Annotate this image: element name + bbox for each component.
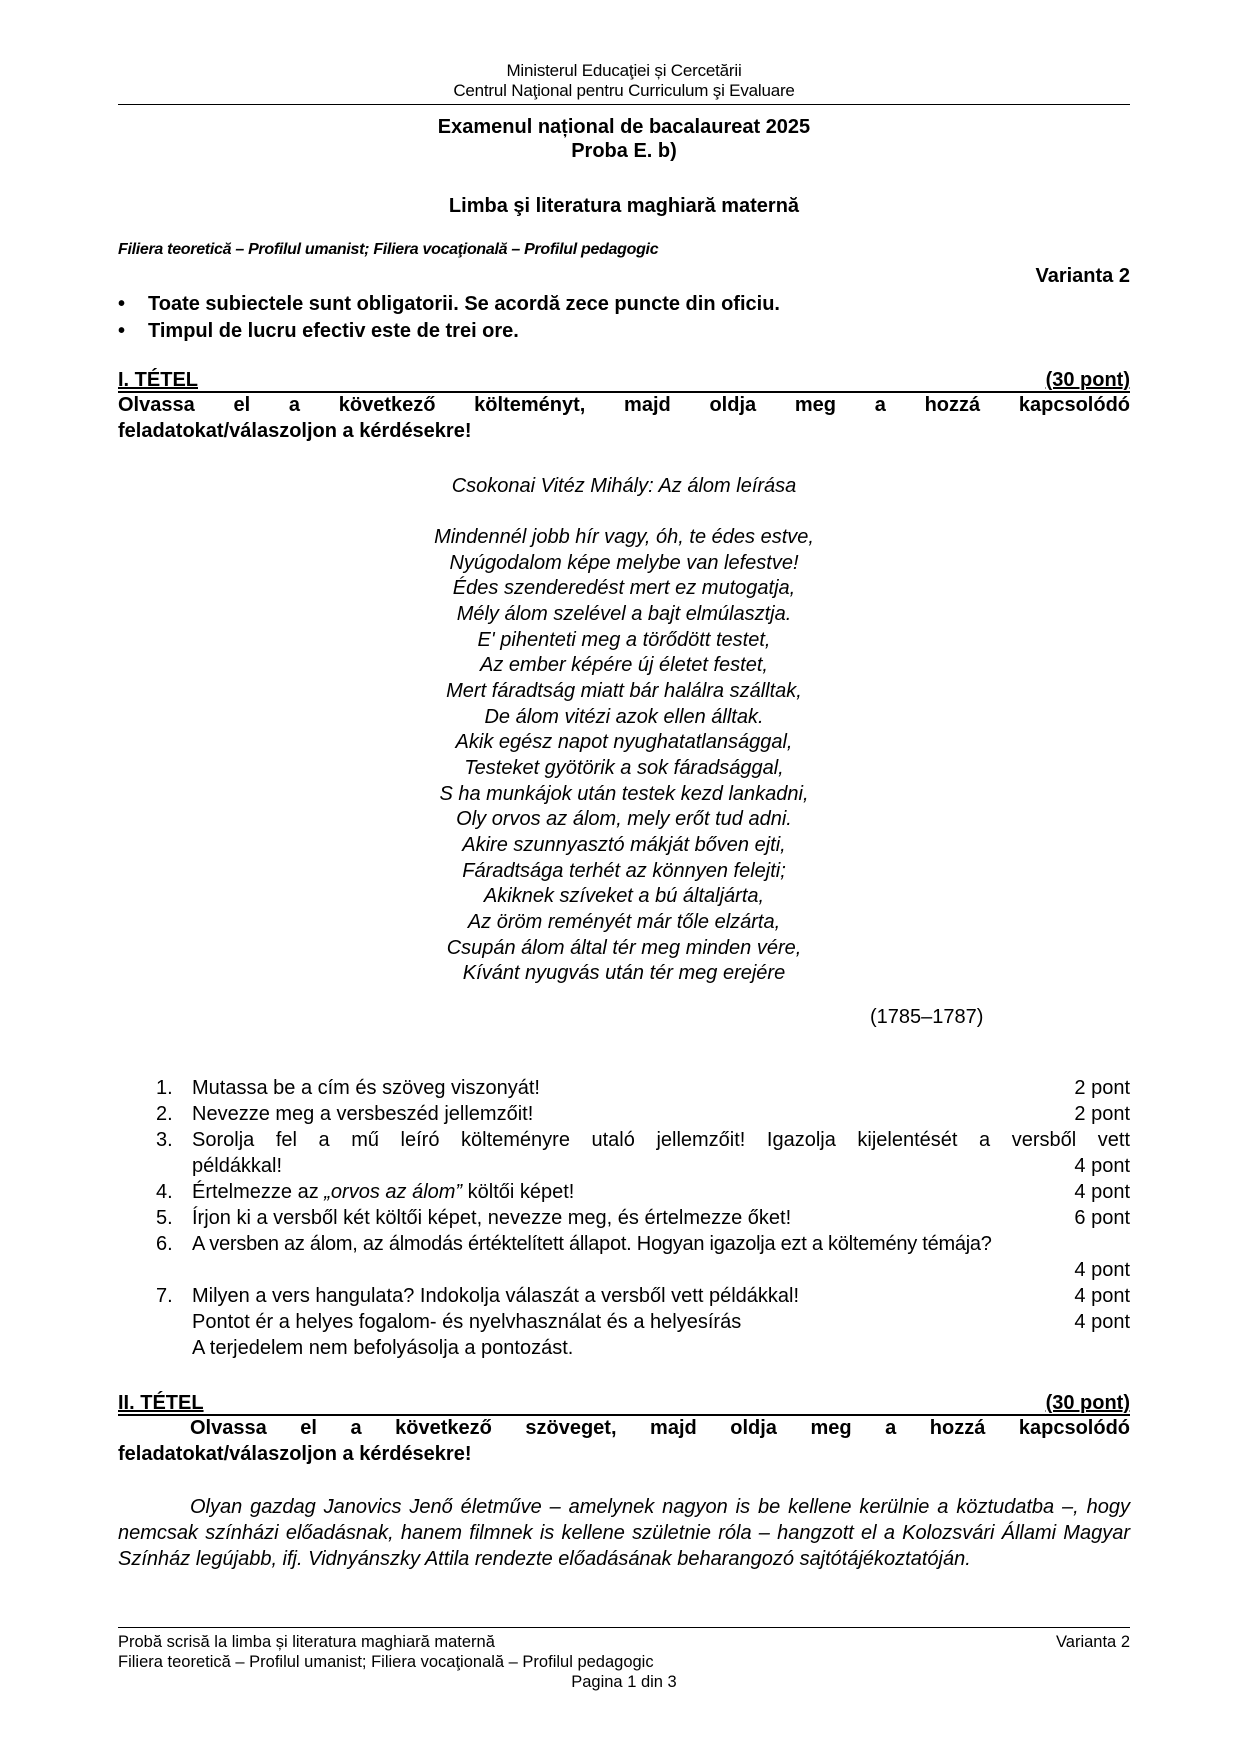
task-item [156,1075,1130,1101]
poem-line: Nyúgodalom képe melybe van lefestve! [449,551,799,574]
language-note: Pontot ér a helyes fogalom- és nyelvhasználat és a helyesírás 4 pont [192,1311,1130,1333]
poem-line: Fáradtsága terhét az könnyen felejti; [462,859,786,882]
task-points: 6 pont [1074,1207,1130,1229]
section-1-title: I. TÉTEL [118,369,198,391]
task-number: 6. [156,1233,173,1255]
poem-line: Mély álom szelével a bajt elmúlasztja. [456,602,792,625]
poem-line: Az öröm reményét már tőle elzárta, [467,910,781,933]
task-points: 4 pont [1074,1155,1130,1177]
ministry-name: Ministerul Educaţiei și Cercetării [506,61,742,80]
footer-varianta: Varianta 2 [1056,1633,1130,1651]
bullet-icon: • [118,320,126,342]
language-note-points: 4 pont [1074,1311,1130,1333]
poem-date: (1785–1787) [870,1006,984,1028]
task-number: 2. [156,1103,173,1125]
task-item [156,1179,1130,1205]
task-points: 4 pont [1074,1285,1130,1307]
task-text: Értelmezze az „orvos az álom” költői képet! [192,1181,575,1203]
page-number: Pagina 1 din 3 [571,1673,677,1691]
task-number: 1. [156,1077,173,1099]
task-item [156,1205,1130,1231]
varianta-label: Varianta 2 [1035,265,1130,287]
task-text-continued: példákkal! [192,1155,283,1177]
poem-line: Akiknek szíveket a bú általjárta, [483,885,765,908]
subject-title: Limba şi literatura maghiară maternă [448,195,800,217]
footer-filiera: Filiera teoretică – Profilul umanist; Filiera vocaţională – Profilul pedagogic [118,1653,654,1671]
exam-title [118,115,1130,163]
poem-line: Mindennél jobb hír vagy, óh, te édes estve, [434,526,814,548]
poem-line: Oly orvos az álom, mely erőt tud adni. [456,808,792,831]
task-text: Írjon ki a versből két költői képet, nevezze meg, és értelmezze őket! [192,1207,792,1229]
task-points: 2 pont [1074,1077,1130,1099]
instruction-item: • Timpul de lucru efectiv este de trei ore. [118,318,780,345]
task-number: 4. [156,1181,173,1203]
task-text: A versben az álom, az álmodás értéktelített állapot. Hogyan igazolja ezt a költemény témája? [192,1233,992,1255]
header-divider [118,104,1130,105]
instruction-item: • Toate subiectele sunt obligatorii. Se acordă zece puncte din oficiu. [118,291,780,318]
poem-line: Akik egész napot nyughatatlansággal, [455,731,793,754]
proba-label: Proba E. b) [571,140,677,162]
filiera-line: Filiera teoretică – Profilul umanist; Filiera vocaţională – Profilul pedagogic [118,241,659,258]
section-2-heading [118,1392,1130,1416]
task-points: 2 pont [1074,1103,1130,1125]
task-points: 4 pont [1074,1259,1130,1281]
poem-line: De álom vitézi azok ellen álltak. [484,705,764,728]
page-footer [118,1632,1130,1692]
section-1-instruction: Olvassa el a következő költeményt, majd oldja meg a hozzá kapcsolódó feladatokat/válaszoljon a kérdésekre! [118,394,1130,442]
poem-line: Akire szunnyasztó mákját bőven ejti, [462,833,786,856]
task-text: Milyen a vers hangulata? Indokolja válaszát a versből vett példákkal! [192,1285,800,1307]
poem-title: Csokonai Vitéz Mihály: Az álom leírása [451,475,797,497]
section-2-instruction: Olvassa el a következő szöveget, majd oldja meg a hozzá kapcsolódó feladatokat/válaszoljon a kérdésekre! [118,1417,1130,1465]
poem-line: Az ember képére új életet festet, [480,654,768,677]
section-1-points: (30 pont) [1045,369,1130,391]
task-item [156,1283,1130,1309]
bullet-icon: • [118,293,126,315]
section-2-points: (30 pont) [1045,1392,1130,1414]
poem-line: S ha munkájok után testek kezd lankadni, [439,782,809,805]
quoted-phrase: „orvos az álom” [324,1181,463,1203]
poem-text [118,525,1130,987]
task-text: Sorolja fel a mű leíró költeményre utaló jellemzőit! Igazolja kijelentését a versből vett [192,1129,1130,1151]
section-2-title: II. TÉTEL [118,1392,204,1414]
section-2-prose: Olyan gazdag Janovics Jenő életműve – amelynek nagyon is be kellene kerülnie a köztudatba –, hogy nemcsak színházi előadásnak, hanem filmnek is kellene születnie róla – hangzott el a Kolozsvári Állami Magyar Színház legújabb, ifj. Vidnyánszky Attila rendezte előadásának beharangozó sajtótájékoztatóján. [118,1496,1130,1570]
footer-exam-name: Probă scrisă la limba și literatura maghiară maternă [118,1633,495,1651]
page-header [118,61,1130,101]
task-number: 3. [156,1129,173,1151]
general-instructions [118,291,780,345]
section-1-heading [118,369,1130,393]
task-item [156,1127,1130,1179]
poem-line: Csupán álom által tér meg minden vére, [446,936,802,959]
poem-line: E' pihenteti meg a törődött testet, [477,628,771,651]
task-item [156,1101,1130,1127]
footer-divider [118,1627,1130,1628]
task-text: Mutassa be a cím és szöveg viszonyát! [192,1077,540,1099]
task-list [156,1075,1130,1361]
task-number: 5. [156,1207,173,1229]
poem-line: Testeket gyötörik a sok fáradsággal, [464,756,784,779]
center-name: Centrul Naţional pentru Curriculum şi Evaluare [453,81,795,100]
length-note: A terjedelem nem befolyásolja a pontozást. [192,1337,574,1359]
poem-line: Mert fáradtság miatt bár halálra szálltak, [446,679,802,702]
poem-line: Édes szenderedést mert ez mutogatja, [452,577,796,600]
task-text: Nevezze meg a versbeszéd jellemzőit! [192,1103,534,1125]
task-number: 7. [156,1285,173,1307]
poem-line: Kívánt nyugvás után tér meg erejére [462,962,786,985]
task-points: 4 pont [1074,1181,1130,1203]
exam-name: Examenul național de bacalaureat 2025 [437,116,811,138]
task-item [156,1231,1130,1283]
